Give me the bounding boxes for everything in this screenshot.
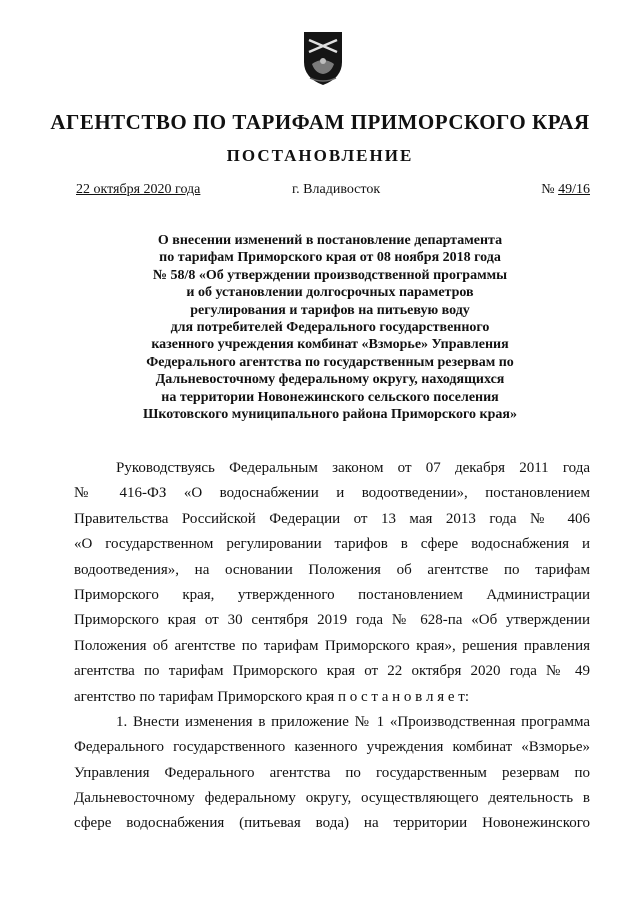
body-line: Положения об агентстве по тарифам Приморского края», решения правления (74, 637, 590, 654)
body-line: Руководствуясь Федеральным законом от 07 декабря 2011 года (116, 460, 590, 476)
title-line: О внесении изменений в постановление департамента (157, 233, 503, 248)
title-line: для потребителей Федерального государственного (170, 320, 490, 336)
title-line: Федерального агентства по государственным резервам по (146, 354, 514, 370)
body-line: № 416-ФЗ «О водоснабжении и водоотведении», постановлением (74, 485, 590, 502)
document-date: 22 октября 2020 года (76, 182, 201, 197)
body-line: водоотведения», на основании Положения об агентстве по тарифам (74, 561, 590, 578)
title-line: № 58/8 «Об утверждении производственной программы (152, 267, 508, 283)
body-line: 1. Внести изменения в приложение № 1 «Производственная программа (116, 713, 590, 730)
agency-name: АГЕНТСТВО ПО ТАРИФАМ ПРИМОРСКОГО КРАЯ (50, 110, 590, 134)
body-line: Дальневосточному федеральному округу, осуществляющего деятельность в (74, 790, 590, 807)
body-line: сфере водоснабжения (питьевая вода) на территории Новонежинского (74, 815, 590, 832)
title-line: Дальневосточному федеральному округу, находящихся (155, 372, 505, 388)
title-line: и об установлении долгосрочных параметров (186, 285, 474, 301)
resolution-body (74, 456, 590, 837)
title-line: казенного учреждения комбинат «Взморье» Управления (151, 337, 509, 353)
body-line: агентства по тарифам Приморского края от 22 октября 2020 года № 49 (74, 663, 590, 680)
body-line: агентство по тарифам Приморского края п о с т а н о в л я е т: (74, 688, 469, 705)
title-line: на территории Новонежинского сельского поселения (161, 389, 499, 405)
body-line: Приморского края от 30 сентября 2019 года № 628-па «Об утверждении (74, 612, 590, 629)
document-number (541, 182, 590, 198)
document-city: г. Владивосток (292, 182, 381, 197)
title-line: по тарифам Приморского края от 08 ноября 2018 года (159, 250, 501, 266)
primorsky-krai-coat-of-arms-icon (300, 28, 346, 88)
body-line: Федерального государственного казенного учреждения комбинат «Взморье» (74, 739, 590, 756)
document-type: ПОСТАНОВЛЕНИЕ (226, 146, 414, 165)
body-line: «О государственном регулировании тарифов в сфере водоснабжения и (74, 536, 590, 553)
resolution-title (100, 232, 560, 423)
title-line: регулирования и тарифов на питьевую воду (190, 302, 470, 318)
number-prefix: № (541, 182, 559, 197)
body-line: Приморского края, утвержденного постановлением Администрации (74, 586, 590, 603)
body-line: Правительства Российской Федерации от 13 мая 2013 года № 406 (74, 510, 590, 527)
number-value: 49/16 (558, 182, 590, 197)
title-line: Шкотовского муниципального района Приморского края» (143, 407, 517, 423)
body-line: Управления Федерального агентства по государственным резервам по (74, 764, 590, 781)
